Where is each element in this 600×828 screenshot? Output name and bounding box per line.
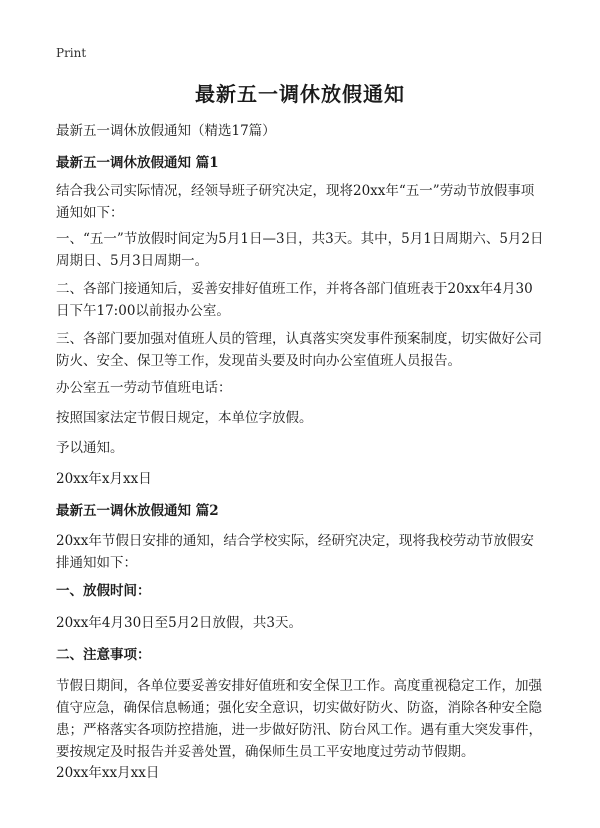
document-title: 最新五一调休放假通知 [195,82,405,106]
print-label: Print [56,46,87,60]
section1-date: 20xx年x月xx日 [56,471,152,487]
section2-heading: 最新五一调休放假通知 篇2 [56,503,219,519]
section1-paragraph-6: 按照国家法定节假日规定，本单位字放假。 [56,410,313,426]
section2-paragraph-3: 节假日期间，各单位要妥善安排好值班和安全保卫工作。高度重视稳定工作，加强值守应急，确保信息畅通；强化安全意识，切实做好防火、防盗，消除各种安全隐患；严格落实各项防控措施，进一步做好防汛、防台风工作。遇有重大突发事件，要按规定及时报告并妥善处置，确保师生员工平安地度过劳动节假期。 [56,678,542,760]
document-subtitle: 最新五一调休放假通知（精选17篇） [56,123,276,139]
section2-date: 20xx年xx月xx日 [56,765,160,781]
section1-paragraph-4: 三、各部门要加强对值班人员的管理，认真落实突发事件预案制度，切实做好公司防火、安全、保卫等工作，发现苗头要及时向办公室值班人员报告。 [56,331,542,369]
section2-subheading-2: 二、注意事项： [56,647,151,663]
section2-paragraph-1: 20xx年节假日安排的通知，结合学校实际，经研究决定，现将我校劳动节放假安排通知如下： [56,533,534,571]
section2-subheading-1: 一、放假时间： [56,583,151,599]
section1-paragraph-3: 二、各部门接通知后，妥善安排好值班工作，并将各部门值班表于20xx年4月30日下午17:00以前报办公室。 [56,281,533,319]
section2-paragraph-2: 20xx年4月30日至5月2日放假，共3天。 [56,615,302,631]
section1-heading: 最新五一调休放假通知 篇1 [56,155,219,171]
section1-paragraph-7: 予以通知。 [56,440,124,456]
section1-paragraph-5: 办公室五一劳动节值班电话： [56,380,232,396]
section1-paragraph-2: 一、“五一”节放假时间定为5月1日—3日，共3天。其中，5月1日周期六、5月2日周期日、5月3日周期一。 [56,231,544,269]
section1-paragraph-1: 结合我公司实际情况，经领导班子研究决定，现将20xx年“五一”劳动节放假事项通知如下： [56,183,535,221]
